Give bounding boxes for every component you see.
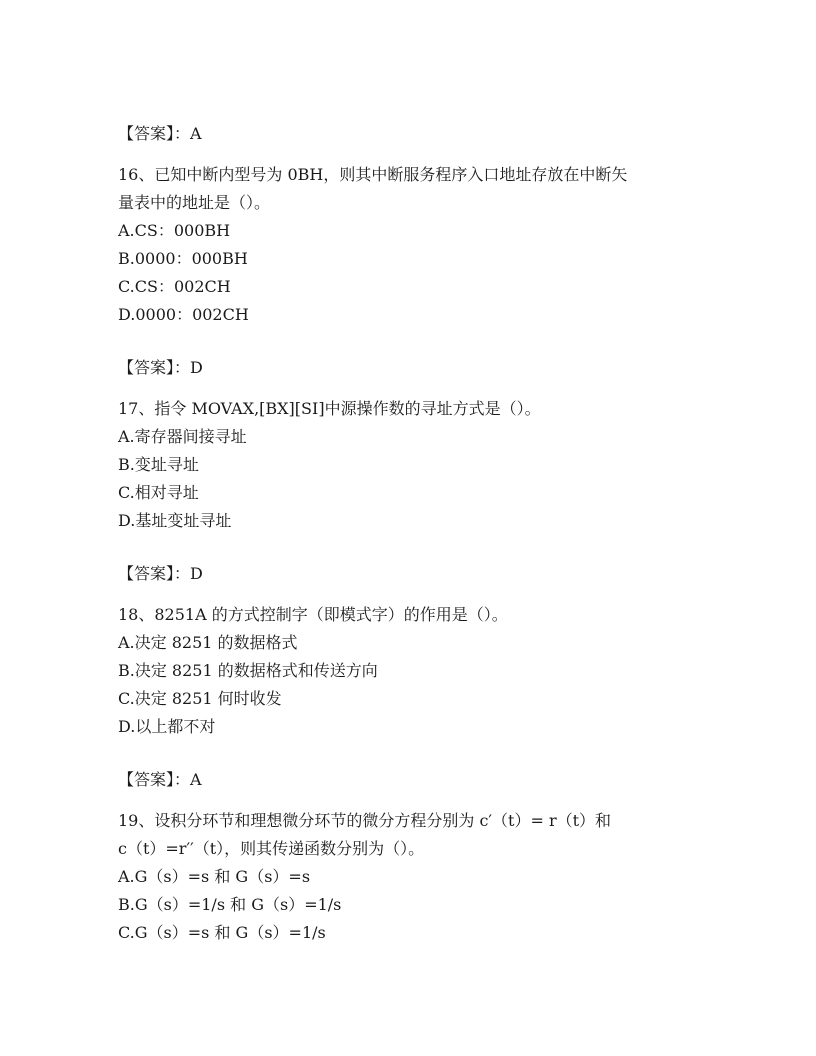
- option-b: B.决定 8251 的数据格式和传送方向: [118, 661, 378, 680]
- question-17: [118, 395, 718, 588]
- option-d: D.0000：002CH: [118, 305, 249, 324]
- option-a: A.寄存器间接寻址: [118, 427, 247, 446]
- option-a: A.G（s）=s 和 G（s）=s: [118, 867, 311, 886]
- question-16: [118, 161, 718, 382]
- question-16-text-line-1: 16、已知中断内型号为 0BH，则其中断服务程序入口地址存放在中断矢: [118, 165, 628, 184]
- option-a: A.CS：000BH: [118, 221, 231, 240]
- option-c: C.G（s）=s 和 G（s）=1/s: [118, 923, 326, 942]
- question-18: [118, 601, 718, 794]
- question-16-text-line-2: 量表中的地址是（）。: [118, 193, 271, 212]
- option-b: B.0000：000BH: [118, 249, 248, 268]
- document-page: [118, 120, 718, 947]
- option-a: A.决定 8251 的数据格式: [118, 633, 298, 652]
- question-17-text-line-1: 17、指令 MOVAX,[BX][SI]中源操作数的寻址方式是（）。: [118, 399, 541, 418]
- option-c: C.决定 8251 何时收发: [118, 689, 282, 708]
- option-d: D.基址变址寻址: [118, 511, 232, 530]
- answer-18: 【答案】：A: [118, 770, 202, 789]
- question-19: [118, 807, 718, 947]
- question-19-text-line-1: 19、设积分环节和理想微分环节的微分方程分别为 c′（t）= r（t）和: [118, 811, 612, 830]
- option-b: B.变址寻址: [118, 455, 199, 474]
- question-19-text-line-2: c（t）=r′′（t），则其传递函数分别为（）。: [118, 839, 425, 858]
- question-18-text-line-1: 18、8251A 的方式控制字（即模式字）的作用是（）。: [118, 605, 508, 624]
- answer-0: 【答案】：A: [118, 124, 202, 143]
- option-b: B.G（s）=1/s 和 G（s）=1/s: [118, 895, 342, 914]
- option-c: C.相对寻址: [118, 483, 199, 502]
- option-d: D.以上都不对: [118, 717, 216, 736]
- option-c: C.CS：002CH: [118, 277, 231, 296]
- answer-16: 【答案】：D: [118, 358, 203, 377]
- answer-17: 【答案】：D: [118, 564, 203, 583]
